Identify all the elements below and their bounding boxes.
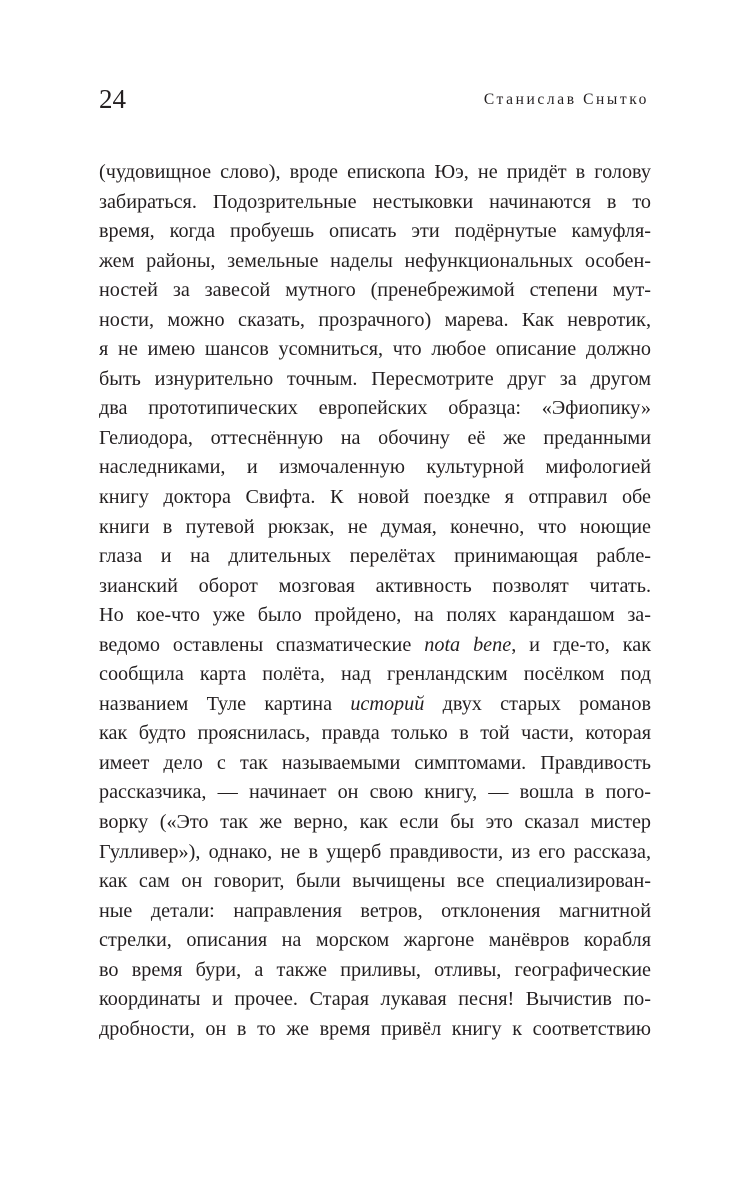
- text-line: наследниками, и измочаленную культурной мифологией: [99, 456, 651, 479]
- text-line: координаты и прочее. Старая лукавая песня! Вычистив по-: [99, 988, 651, 1011]
- text-line: Гулливер»), однако, не в ущерб правдивости, из его рассказа,: [99, 840, 651, 863]
- text-line: время, когда пробуешь описать эти подёрнутые камуфля-: [99, 220, 651, 243]
- text-line: зианский оборот мозговая активность позволят читать.: [99, 574, 651, 597]
- text-line: ностей за завесой мутного (пренебрежимой степени мут-: [99, 279, 651, 302]
- text-line: во время бури, а также приливы, отливы, географические: [99, 958, 651, 981]
- text-line: [99, 690, 651, 720]
- body-text: [99, 158, 651, 1044]
- text-line: я не имею шансов усомниться, что любое описание должно: [99, 338, 651, 361]
- text-line: ные детали: направления ветров, отклонения магнитной: [99, 899, 651, 922]
- text-segment: ведомо оставлены спазматические: [99, 633, 425, 656]
- text-line: дробности, он в то же время привёл книгу к соответствию: [99, 1017, 651, 1040]
- text-line: книгу доктора Свифта. К новой поездке я отправил обе: [99, 486, 651, 509]
- text-segment: названием Туле картина: [99, 692, 351, 715]
- text-line: ности, можно сказать, прозрачного) марева. Как невротик,: [99, 308, 651, 331]
- text-line: [99, 631, 651, 661]
- text-line: Но кое-что уже было пройдено, на полях карандашом за-: [99, 604, 651, 627]
- text-line: два прототипических европейских образца: «Эфиопику»: [99, 397, 651, 420]
- text-line: сообщила карта полёта, над гренландским посёлком под: [99, 663, 651, 686]
- text-segment: двух старых романов: [424, 692, 651, 715]
- text-segment: , и где-то, как: [511, 633, 652, 656]
- text-line: (чудовищное слово), вроде епископа Юэ, не придёт в голову: [99, 161, 651, 183]
- text-line: книги в путевой рюкзак, не думая, конечно, что ноющие: [99, 515, 651, 538]
- text-line: ворку («Это так же верно, как если бы это сказал мистер: [99, 811, 651, 834]
- page-number: 24: [99, 84, 126, 114]
- text-line: забираться. Подозрительные нестыковки начинаются в то: [99, 190, 651, 213]
- text-line: рассказчика, — начинает он свою книгу, — вошла в пого-: [99, 781, 651, 804]
- page-header: [99, 80, 651, 120]
- italic-phrase: историй: [350, 692, 425, 715]
- text-line: имеет дело с так называемыми симптомами. Правдивость: [99, 751, 651, 774]
- text-line: быть изнурительно точным. Пересмотрите друг за другом: [99, 367, 651, 390]
- text-line: как сам он говорит, были вычищены все специализирован-: [99, 870, 651, 893]
- text-line: глаза и на длительных перелётах принимающая рабле-: [99, 545, 651, 568]
- text-line: жем районы, земельные наделы нефункциональных особен-: [99, 249, 651, 272]
- italic-phrase: nota bene: [424, 633, 512, 656]
- text-line: как будто прояснилась, правда только в той части, которая: [99, 722, 651, 745]
- running-head-author: Станислав Снытко: [483, 91, 649, 108]
- text-line: Гелиодора, оттеснённую на обочину её же преданными: [99, 426, 651, 449]
- text-line: стрелки, описания на морском жаргоне манёвров корабля: [99, 929, 651, 952]
